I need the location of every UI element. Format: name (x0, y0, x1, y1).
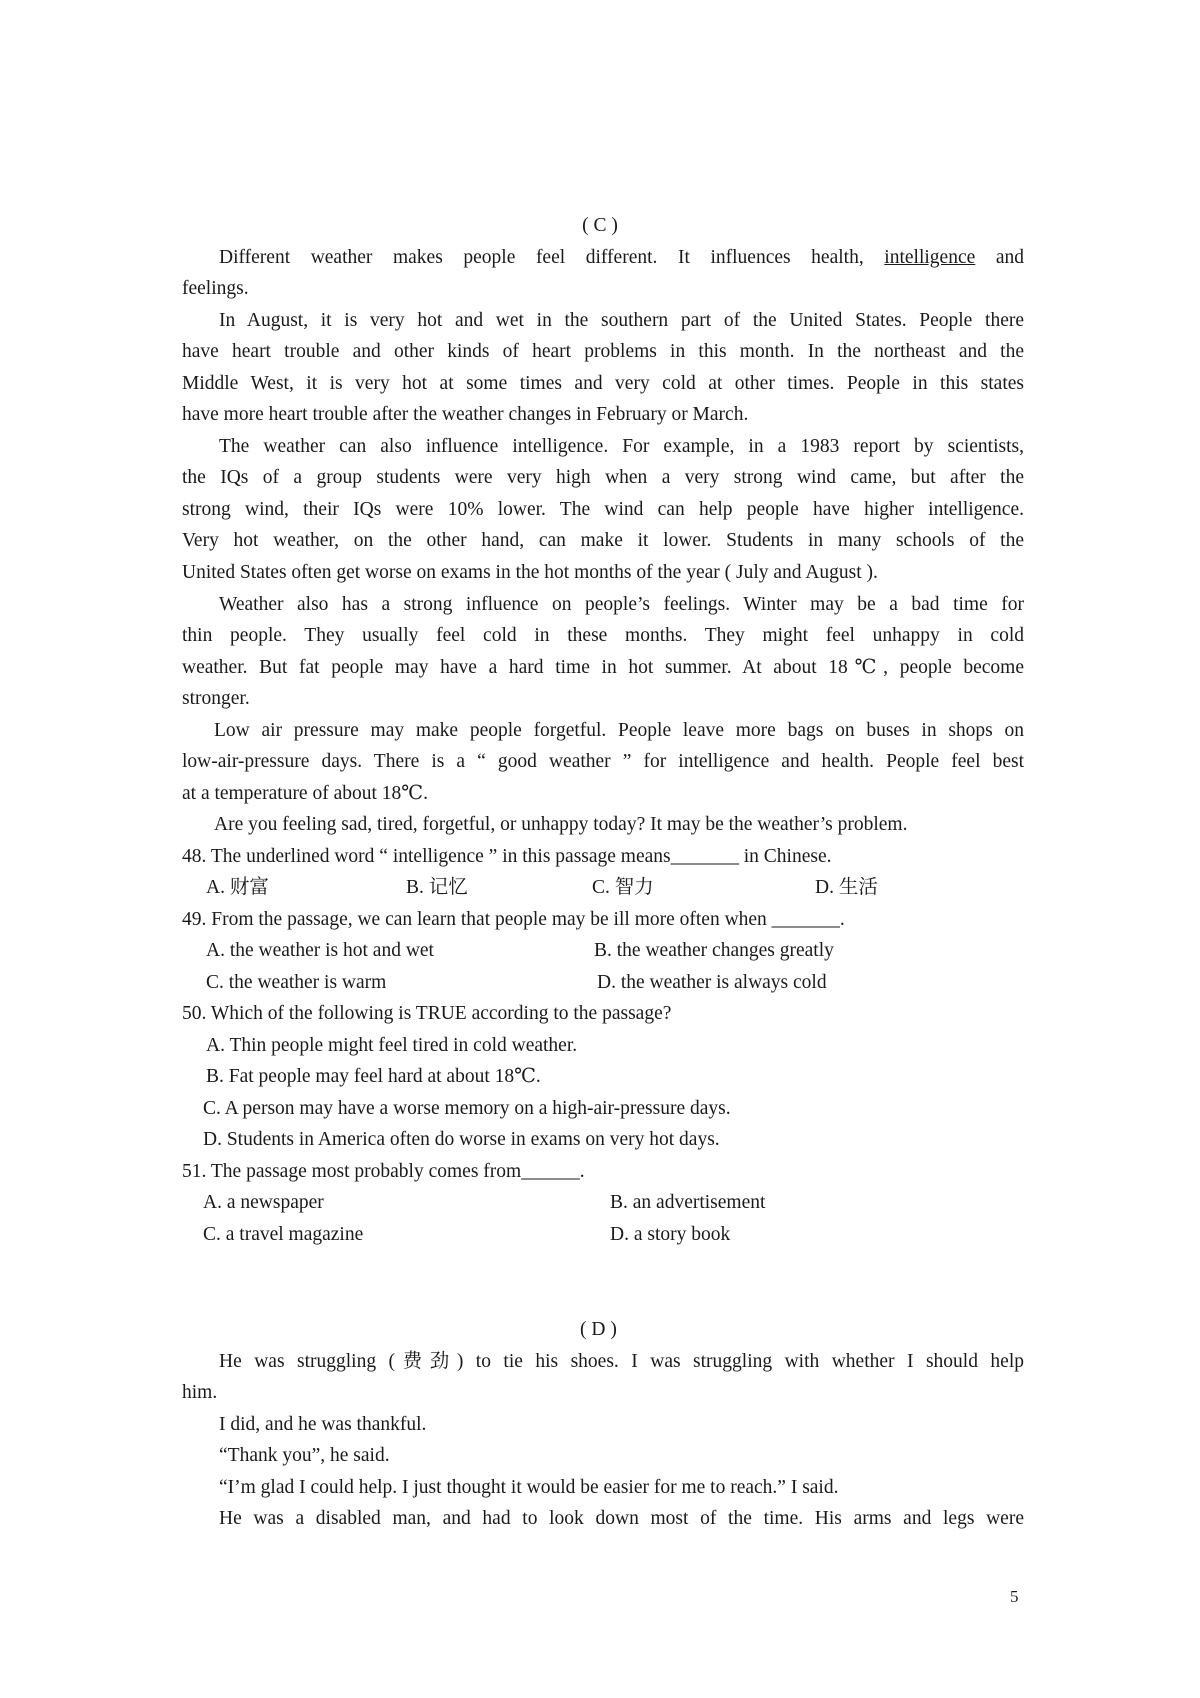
paragraph-line: Middle West, it is very hot at some times and very cold at other times. People in this states (182, 373, 1024, 394)
paragraph-line: He was a disabled man, and had to look down most of the time. His arms and legs were (219, 1508, 1024, 1529)
option-a[interactable]: A. a newspaper (203, 1192, 324, 1213)
option-c[interactable]: C. A person may have a worse memory on a high-air-pressure days. (203, 1098, 731, 1119)
paragraph-line: “I’m glad I could help. I just thought it would be easier for me to reach.” I said. (219, 1477, 839, 1498)
option-b[interactable]: B. an advertisement (610, 1192, 766, 1213)
paragraph-line: thin people. They usually feel cold in these months. They might feel unhappy in cold (182, 625, 1024, 646)
paragraph-line: Weather also has a strong influence on people’s feelings. Winter may be a bad time for (219, 594, 1024, 615)
option-b[interactable]: B. 记忆 (406, 877, 468, 898)
text-segment: Different weather makes people feel different. It influences health, (219, 247, 885, 268)
paragraph-line: He was struggling (费劲) to tie his shoes. I was struggling with whether I should help (219, 1351, 1024, 1372)
underlined-word: intelligence (884, 247, 976, 268)
paragraph-line: strong wind, their IQs were 10% lower. The wind can help people have higher intelligence. (182, 499, 1024, 520)
paragraph-line: stronger. (182, 688, 250, 709)
paragraph-line: feelings. (182, 278, 249, 299)
paragraph-line: at a temperature of about 18℃. (182, 783, 428, 804)
option-c[interactable]: C. a travel magazine (203, 1224, 364, 1245)
paragraph-line: United States often get worse on exams in the hot months of the year ( July and August ). (182, 562, 878, 583)
paragraph-line: I did, and he was thankful. (219, 1414, 427, 1435)
option-c[interactable]: C. 智力 (592, 877, 654, 898)
paragraph-line: him. (182, 1382, 218, 1403)
option-c[interactable]: C. the weather is warm (206, 972, 387, 993)
paragraph-line: In August, it is very hot and wet in the southern part of the United States. People there (219, 310, 1024, 331)
page-number: 5 (1010, 1587, 1019, 1606)
paragraph-line: the IQs of a group students were very high when a very strong wind came, but after the (182, 467, 1024, 488)
option-a[interactable]: A. the weather is hot and wet (206, 940, 434, 961)
text-segment: and (975, 247, 1025, 268)
option-d[interactable]: D. 生活 (815, 877, 878, 898)
paragraph-line (219, 246, 1024, 270)
paragraph-line: Low air pressure may make people forgetful. People leave more bags on buses in shops on (214, 720, 1024, 741)
paragraph-line: “Thank you”, he said. (219, 1445, 390, 1466)
section-c-heading: ( C ) (582, 215, 618, 236)
question-stem: 48. The underlined word “ intelligence ” in this passage means_______ in Chinese. (182, 846, 832, 867)
section-c-paragraph-6: Are you feeling sad, tired, forgetful, or unhappy today? It may be the weather’s problem. (214, 814, 908, 835)
paragraph-line: weather. But fat people may have a hard time in hot summer. At about 18℃, people become (182, 657, 1024, 678)
option-b[interactable]: B. the weather changes greatly (594, 940, 834, 961)
option-a[interactable]: A. 财富 (206, 877, 269, 898)
question-stem: 50. Which of the following is TRUE according to the passage? (182, 1003, 672, 1024)
option-d[interactable]: D. Students in America often do worse in exams on very hot days. (203, 1129, 720, 1150)
option-b[interactable]: B. Fat people may feel hard at about 18℃. (206, 1066, 541, 1087)
option-a[interactable]: A. Thin people might feel tired in cold weather. (206, 1035, 578, 1056)
section-d-heading: ( D ) (580, 1319, 617, 1340)
paragraph-line: have more heart trouble after the weather changes in February or March. (182, 404, 749, 425)
paragraph-line: low-air-pressure days. There is a “ good weather ” for intelligence and health. People feel best (182, 751, 1024, 772)
question-stem: 49. From the passage, we can learn that people may be ill more often when _______. (182, 909, 845, 930)
option-d[interactable]: D. the weather is always cold (597, 972, 827, 993)
option-d[interactable]: D. a story book (610, 1224, 731, 1245)
question-stem: 51. The passage most probably comes from______. (182, 1161, 585, 1182)
paragraph-line: Very hot weather, on the other hand, can make it lower. Students in many schools of the (182, 530, 1024, 551)
paragraph-line: The weather can also influence intelligence. For example, in a 1983 report by scientists, (219, 436, 1024, 457)
paragraph-line: have heart trouble and other kinds of heart problems in this month. In the northeast and the (182, 341, 1024, 362)
